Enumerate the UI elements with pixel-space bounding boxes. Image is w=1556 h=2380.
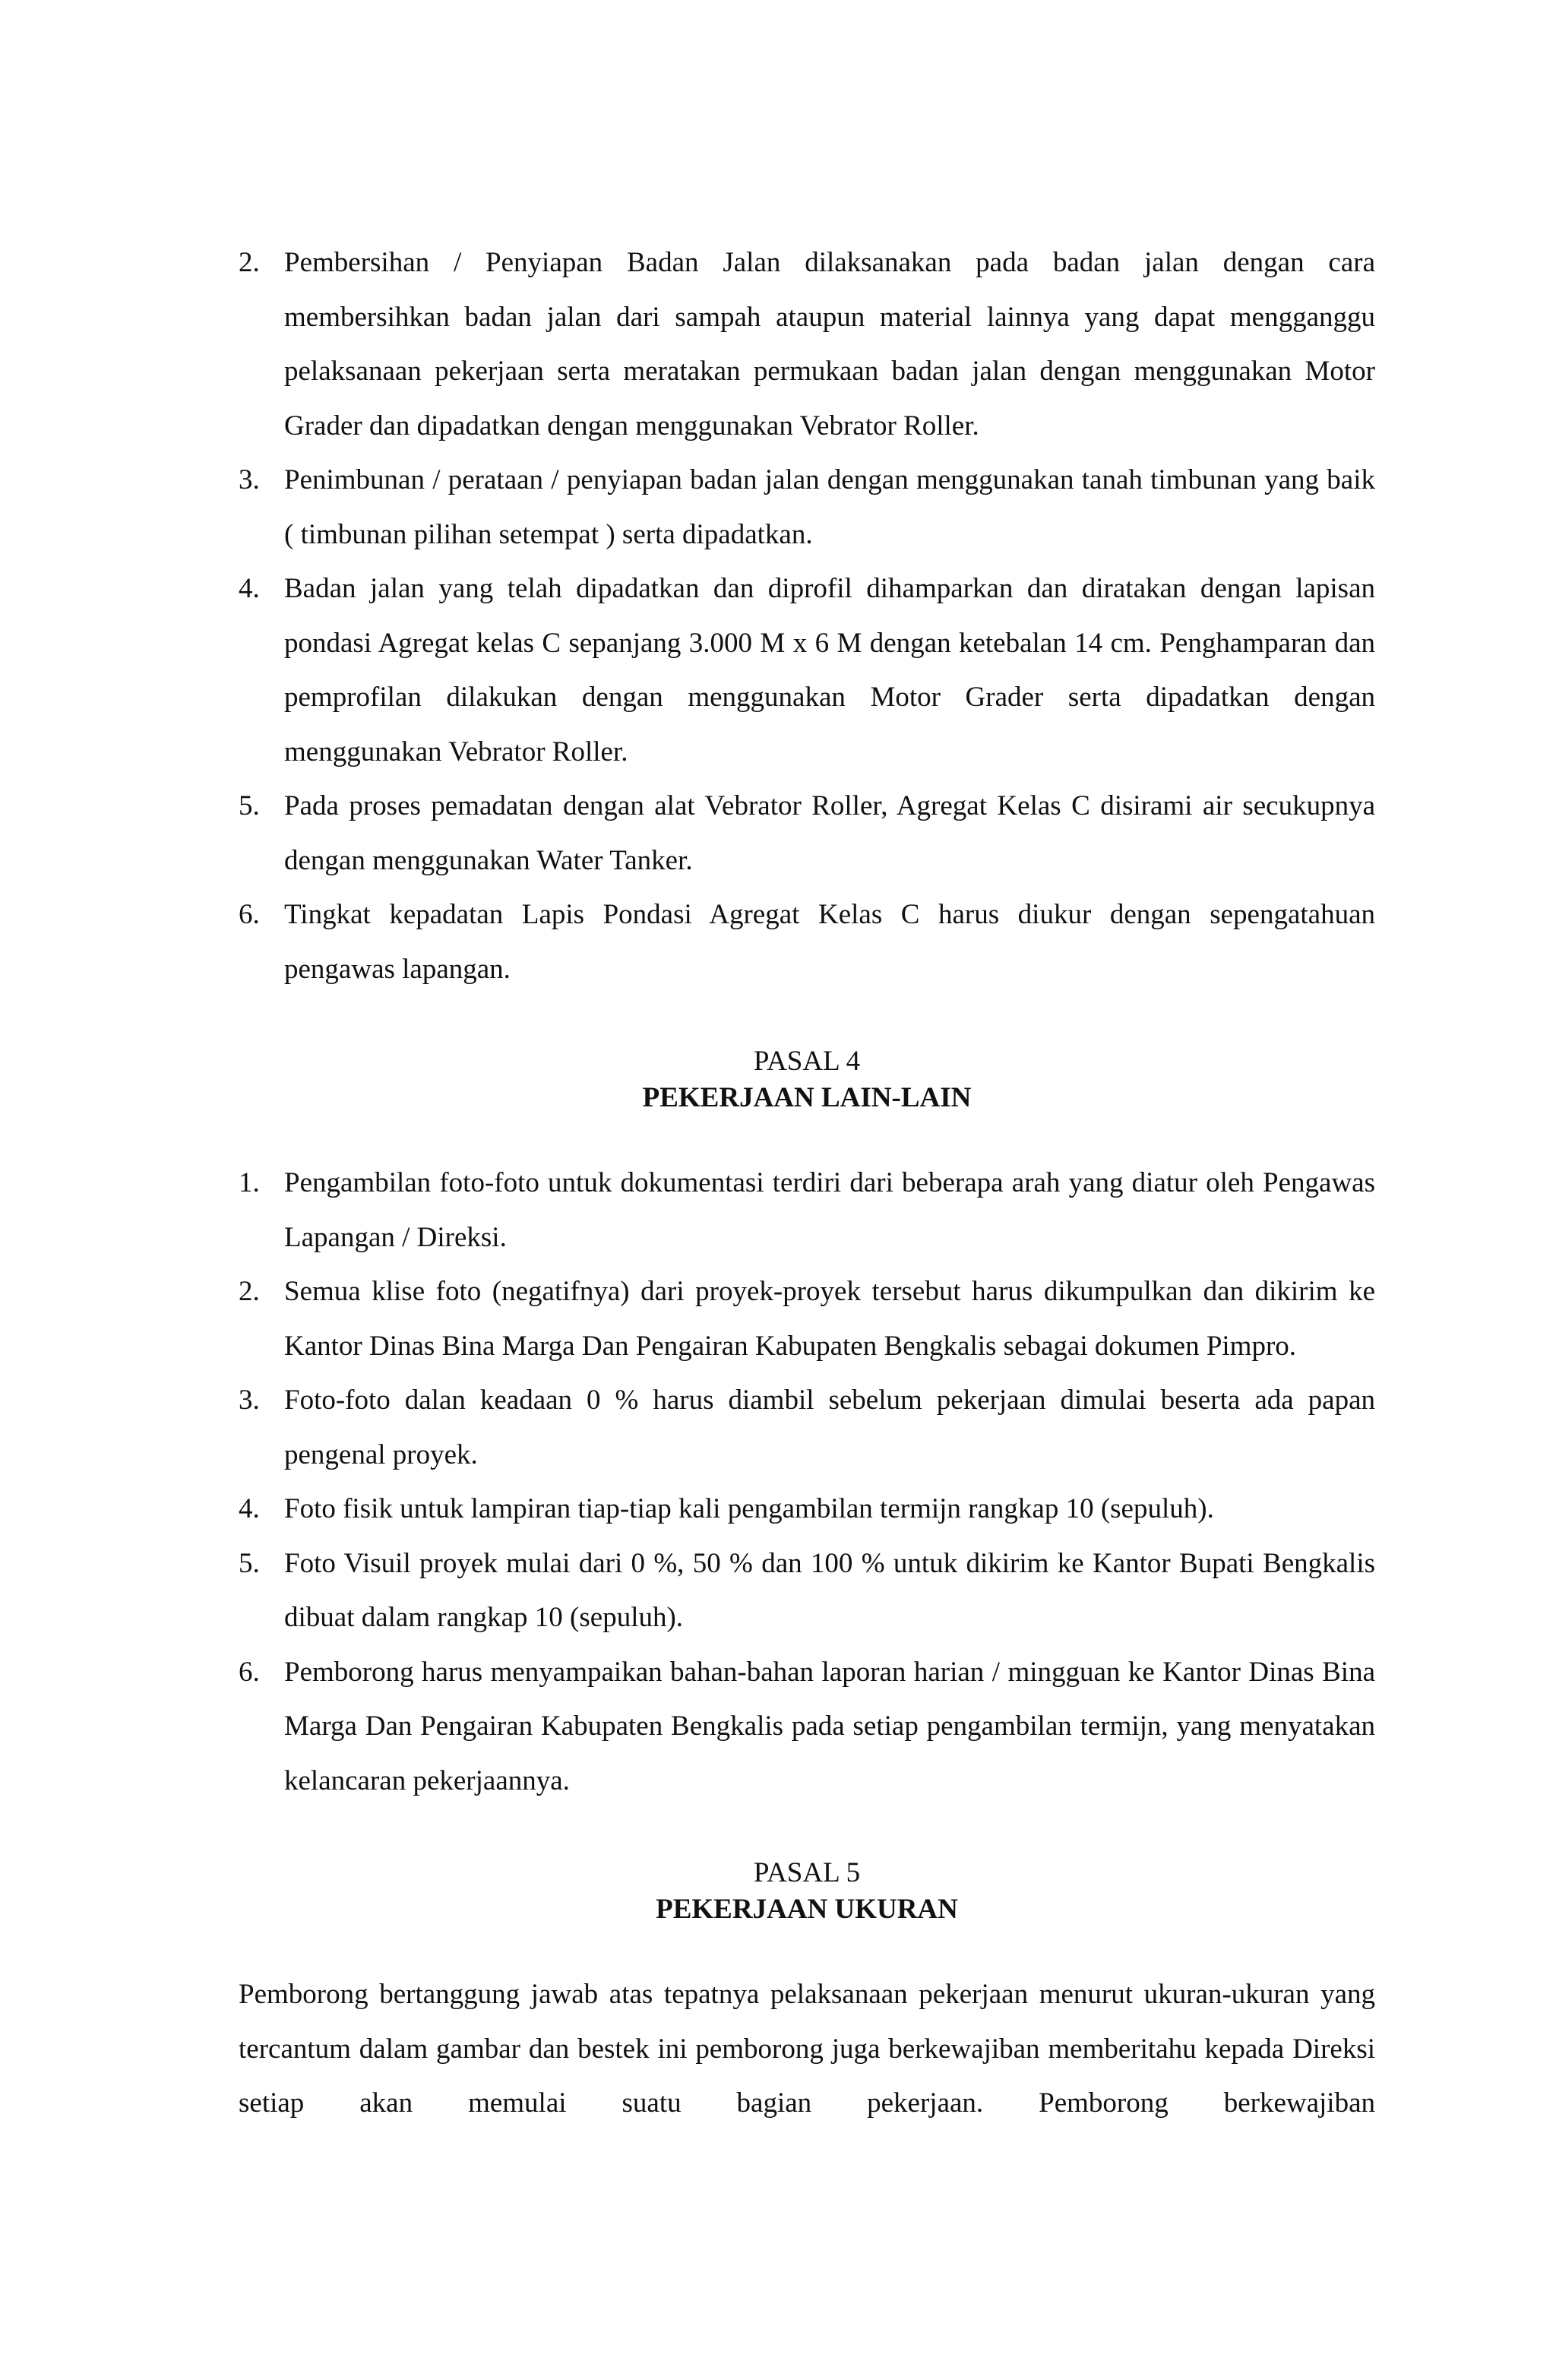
- list-item: [239, 1156, 1375, 1264]
- item-number: 1.: [239, 1167, 260, 1198]
- item-number: 4.: [239, 1493, 260, 1524]
- item-text: Pada proses pemadatan dengan alat Vebrator Roller, Agregat Kelas C disirami air secukupnya dengan menggunakan Water Tanker.: [284, 790, 1375, 876]
- item-text: Tingkat kepadatan Lapis Pondasi Agregat Kelas C harus diukur dengan sepengatahuan pengawas lapangan.: [284, 899, 1375, 985]
- item-text: Semua klise foto (negatifnya) dari proyek-proyek tersebut harus dikumpulkan dan dikirim ke Kantor Dinas Bina Marga Dan Pengairan Kabupaten Bengkalis sebagai dokumen Pimpro.: [284, 1276, 1375, 1362]
- list-item: [239, 1537, 1375, 1645]
- pasal5-paragraph: Pemborong bertanggung jawab atas tepatnya pelaksanaan pekerjaan menurut ukuran-ukuran yang tercantum dalam gambar dan bestek ini pemborong juga berkewajiban memberitahu kepada Direksi setiap akan memulai suatu bagian pekerjaan. Pemborong berkewajiban: [239, 1979, 1375, 2119]
- item-text: Badan jalan yang telah dipadatkan dan diprofil dihamparkan dan diratakan dengan lapisan pondasi Agregat kelas C sepanjang 3.000 M x 6 M dengan ketebalan 14 cm. Penghamparan dan pemprofilan dilakukan dengan menggunakan Motor Grader serta dipadatkan dengan menggunakan Vebrator Roller.: [284, 573, 1375, 767]
- item-number: 3.: [239, 464, 260, 495]
- item-number: 6.: [239, 899, 260, 930]
- list-item: [239, 1264, 1375, 1373]
- item-text: Foto fisik untuk lampiran tiap-tiap kali pengambilan termijn rangkap 10 (sepuluh).: [284, 1493, 1214, 1524]
- item-text: Pemborong harus menyampaikan bahan-bahan laporan harian / mingguan ke Kantor Dinas Bina Marga Dan Pengairan Kabupaten Bengkalis pada setiap pengambilan termijn, yang menyatakan kelancaran pekerjaannya.: [284, 1656, 1375, 1796]
- list-item: [239, 236, 1375, 453]
- document-page: [239, 236, 1375, 2131]
- pasal5-label: PASAL 5: [753, 1857, 861, 1888]
- list-item: [239, 1482, 1375, 1537]
- list-item: [239, 1373, 1375, 1482]
- pasal4-heading: [239, 1043, 1375, 1116]
- pasal5-heading: [239, 1855, 1375, 1928]
- pasal4-label: PASAL 4: [753, 1046, 861, 1077]
- item-number: 5.: [239, 790, 260, 821]
- section3-list: [239, 236, 1375, 996]
- item-number: 5.: [239, 1547, 260, 1579]
- item-text: Penimbunan / perataan / penyiapan badan jalan dengan menggunakan tanah timbunan yang baik ( timbunan pilihan setempat ) serta dipadatkan.: [284, 464, 1375, 550]
- item-text: Foto-foto dalan keadaan 0 % harus diambil sebelum pekerjaan dimulai beserta ada papan pengenal proyek.: [284, 1385, 1375, 1470]
- pasal4-list: [239, 1156, 1375, 1808]
- item-text: Pembersihan / Penyiapan Badan Jalan dilaksanakan pada badan jalan dengan cara membersihkan badan jalan dari sampah ataupun material lainnya yang dapat mengganggu pelaksanaan pekerjaan serta meratakan permukaan badan jalan dengan menggunakan Motor Grader dan dipadatkan dengan menggunakan Vebrator Roller.: [284, 247, 1375, 442]
- pasal4-title: PEKERJAAN LAIN-LAIN: [642, 1082, 972, 1113]
- item-number: 4.: [239, 573, 260, 604]
- list-item: [239, 562, 1375, 779]
- pasal5-title: PEKERJAAN UKURAN: [656, 1894, 958, 1925]
- item-text: Foto Visuil proyek mulai dari 0 %, 50 % dan 100 % untuk dikirim ke Kantor Bupati Bengkalis dibuat dalam rangkap 10 (sepuluh).: [284, 1547, 1375, 1633]
- item-number: 6.: [239, 1656, 260, 1688]
- item-number: 2.: [239, 1276, 260, 1307]
- list-item: [239, 1645, 1375, 1809]
- item-text: Pengambilan foto-foto untuk dokumentasi terdiri dari beberapa arah yang diatur oleh Pengawas Lapangan / Direksi.: [284, 1167, 1375, 1253]
- list-item: [239, 779, 1375, 888]
- list-item: [239, 888, 1375, 996]
- list-item: [239, 453, 1375, 562]
- item-number: 2.: [239, 247, 260, 278]
- item-number: 3.: [239, 1385, 260, 1416]
